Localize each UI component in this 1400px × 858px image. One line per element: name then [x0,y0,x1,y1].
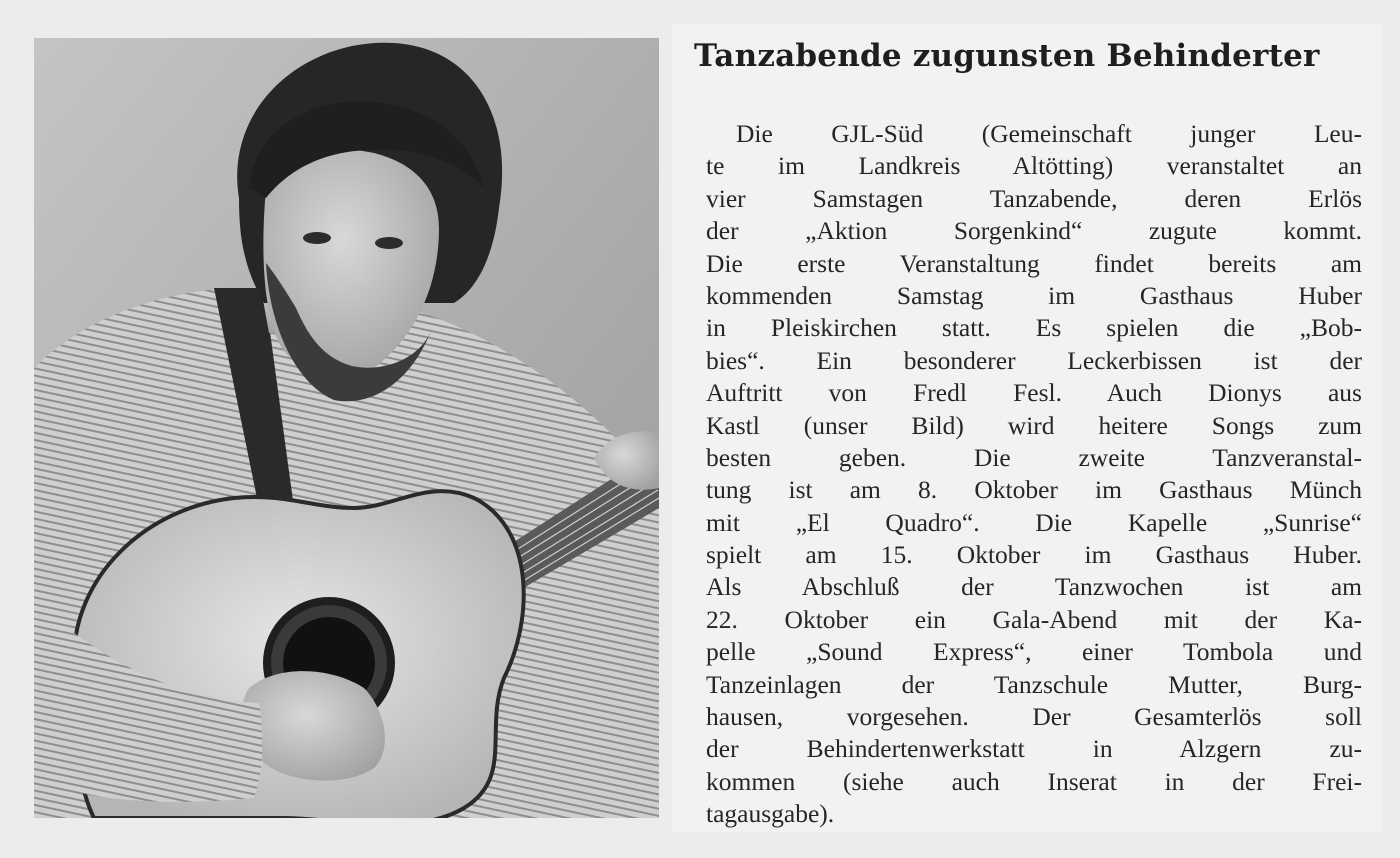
article-line: Als Abschluß der Tanzwochen ist am [706,572,1362,602]
article-line: besten geben. Die zweite Tanzveranstal- [706,442,1362,472]
article-line: der Behindertenwerkstatt in Alzgern zu- [706,734,1362,764]
newspaper-clipping [672,24,1382,832]
article-line: kommen (siehe auch Inserat in der Frei- [706,766,1362,796]
article-line: vier Samstagen Tanzabende, deren Erlös [706,183,1362,213]
article-line: Kastl (unser Bild) wird heitere Songs zum [706,410,1362,440]
article-line: tung ist am 8. Oktober im Gasthaus Münch [706,475,1362,505]
article-line: te im Landkreis Altötting) veranstaltet an [706,151,1362,181]
article-line: der „Aktion Sorgenkind“ zugute kommt. [706,216,1362,246]
article-line: tagausgabe). [706,799,835,829]
article-line: kommenden Samstag im Gasthaus Huber [706,280,1362,310]
guitarist-illustration [34,38,659,818]
article-line: bies“. Ein besonderer Leckerbissen ist der [706,345,1362,375]
article-line: spielt am 15. Oktober im Gasthaus Huber. [706,540,1362,570]
article-headline: Tanzabende zugunsten Behinderter [694,38,1320,74]
article-line: Die GJL-Süd (Gemeinschaft junger Leu- [736,119,1362,148]
article-line: mit „El Quadro“. Die Kapelle „Sunrise“ [706,507,1362,537]
article-line: Die erste Veranstaltung findet bereits am [706,248,1362,278]
article-line: pelle „Sound Express“, einer Tombola und [706,637,1362,667]
article-line: hausen, vorgesehen. Der Gesamterlös soll [706,702,1362,732]
article-line: 22. Oktober ein Gala-Abend mit der Ka- [706,604,1362,634]
article-line: Tanzeinlagen der Tanzschule Mutter, Burg- [706,669,1362,699]
article-line: in Pleiskirchen statt. Es spielen die „Bob- [706,313,1362,343]
article-line: Auftritt von Fredl Fesl. Auch Dionys aus [706,378,1362,408]
article-body [706,118,1362,831]
photo-guitarist [34,38,659,818]
